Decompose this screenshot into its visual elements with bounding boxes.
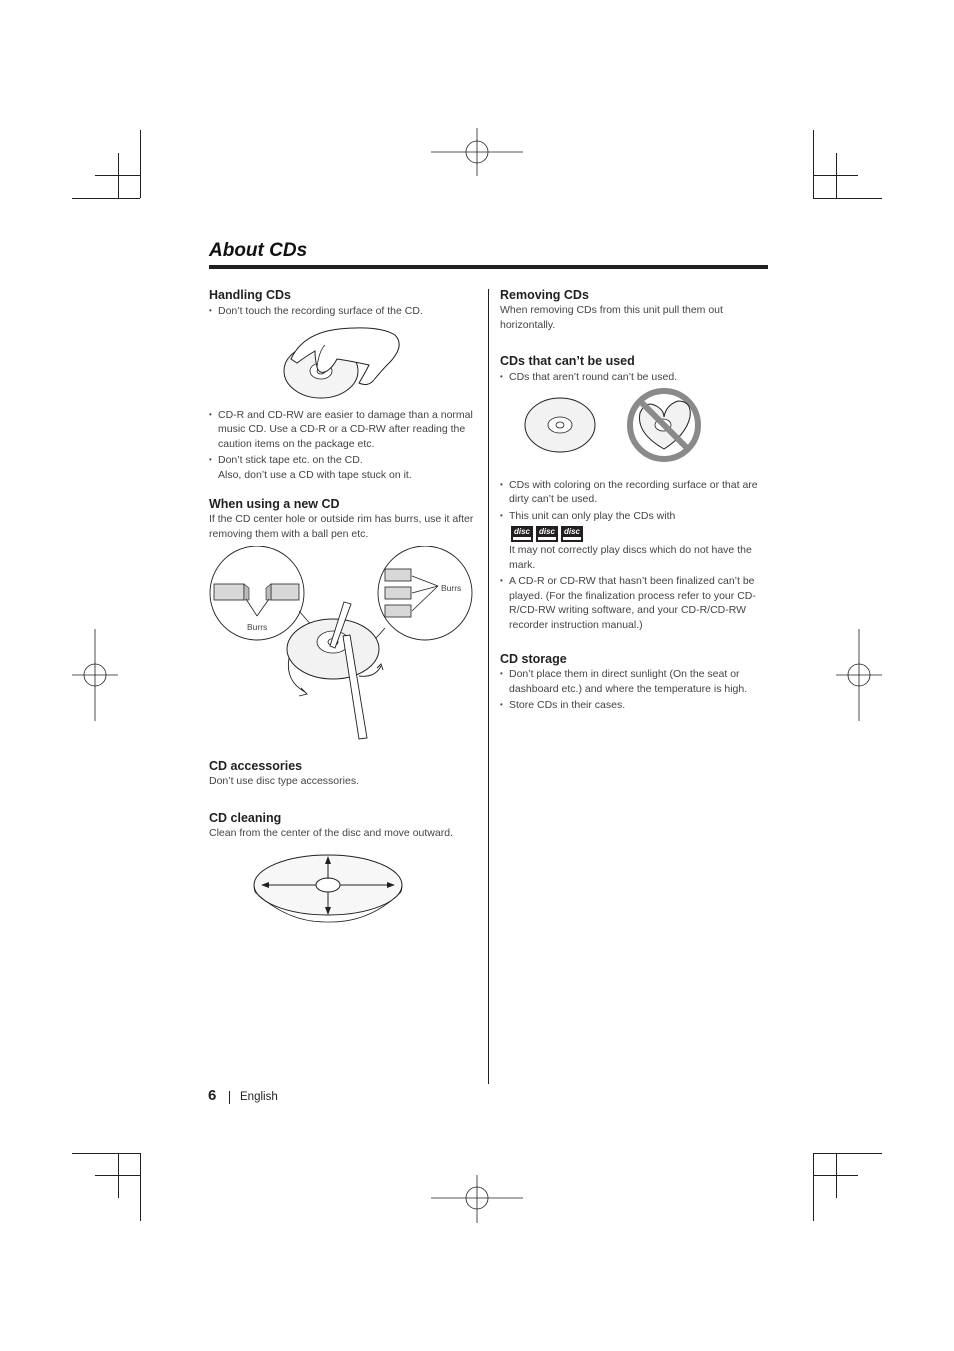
registration-mark-right <box>836 629 882 721</box>
text-new-cd: If the CD center hole or outside rim has burrs, use it after removing them with a ball pen etc. <box>209 513 474 540</box>
page-number: 6 <box>208 1087 217 1104</box>
text-removing-cds: When removing CDs from this unit pull them out horizontally. <box>500 304 723 331</box>
section-new-cd <box>209 497 475 746</box>
bullet-cd-r-rw: • CD-R and CD-RW are easier to damage than a normal music CD. Use a CD-R or a CD-RW after reading the caution items on the package etc. <box>209 408 475 452</box>
cd-cleaning-illustration <box>209 845 475 925</box>
section-cd-cleaning <box>209 811 475 926</box>
registration-mark-left <box>72 629 118 721</box>
compact-disc-logo-icon: disc <box>536 526 558 542</box>
text-cd-cleaning: Clean from the center of the disc and move outward. <box>209 826 453 839</box>
heading-handling-cds: Handling CDs <box>209 288 291 302</box>
burrs-label-right: Burrs <box>441 583 462 593</box>
bullet-not-finalized: • A CD-R or CD-RW that hasn’t been finalized can’t be played. (For the finalization process refer to your CD-R/CD-RW writing software, and your CD-R/CD-RW recorder instruction manual.) <box>500 574 770 632</box>
heading-cds-cant-use: CDs that can’t be used <box>500 354 635 368</box>
column-divider <box>488 289 489 1084</box>
heading-cd-cleaning: CD cleaning <box>209 810 282 825</box>
registration-mark-bottom <box>431 1175 523 1223</box>
bullet-sunlight: • Don’t place them in direct sunlight (On the seat or dashboard etc.) and where the temperature is high. <box>500 667 770 696</box>
bullet-tape: • Don’t stick tape etc. on the CD. Also, don’t use a CD with tape stuck on it. <box>209 453 475 482</box>
compact-disc-logo-icon: disc <box>561 526 583 542</box>
section-removing-cds <box>500 288 770 332</box>
section-handling-cds <box>209 288 475 482</box>
burrs-illustration <box>209 546 475 746</box>
burrs-label-left: Burrs <box>247 622 268 632</box>
section-cd-accessories <box>209 759 475 789</box>
section-cd-storage <box>500 652 770 713</box>
text-may-not-play: It may not correctly play discs which do not have the mark. <box>509 544 752 571</box>
section-cds-cant-use <box>500 354 770 632</box>
compact-disc-logo-icon: disc <box>511 526 533 542</box>
page-title: About CDs <box>209 240 308 261</box>
footer-separator <box>229 1091 230 1104</box>
title-rule <box>209 265 768 269</box>
compact-disc-logos <box>511 526 770 542</box>
heading-cd-storage: CD storage <box>500 652 567 666</box>
bullet-dont-touch: • Don’t touch the recording surface of the CD. <box>209 304 475 319</box>
bullet-cases: • Store CDs in their cases. <box>500 698 770 713</box>
heading-removing-cds: Removing CDs <box>500 288 589 302</box>
heading-cd-accessories: CD accessories <box>209 759 303 773</box>
heading-new-cd: When using a new CD <box>209 497 340 511</box>
registration-mark-top <box>431 128 523 176</box>
left-column <box>209 288 475 925</box>
right-column <box>500 288 770 715</box>
bullet-coloring: • CDs with coloring on the recording surface or that are dirty can’t be used. <box>500 478 770 507</box>
bullet-not-round: • CDs that aren’t round can’t be used. <box>500 370 770 385</box>
footer-language: English <box>240 1091 278 1103</box>
bullet-play-with-mark <box>500 509 770 573</box>
hand-holding-cd-illustration <box>209 321 475 405</box>
text-cd-accessories: Don’t use disc type accessories. <box>209 775 359 787</box>
text-play-with: This unit can only play the CDs with <box>509 509 676 522</box>
round-and-heart-cd-illustration <box>500 387 770 471</box>
